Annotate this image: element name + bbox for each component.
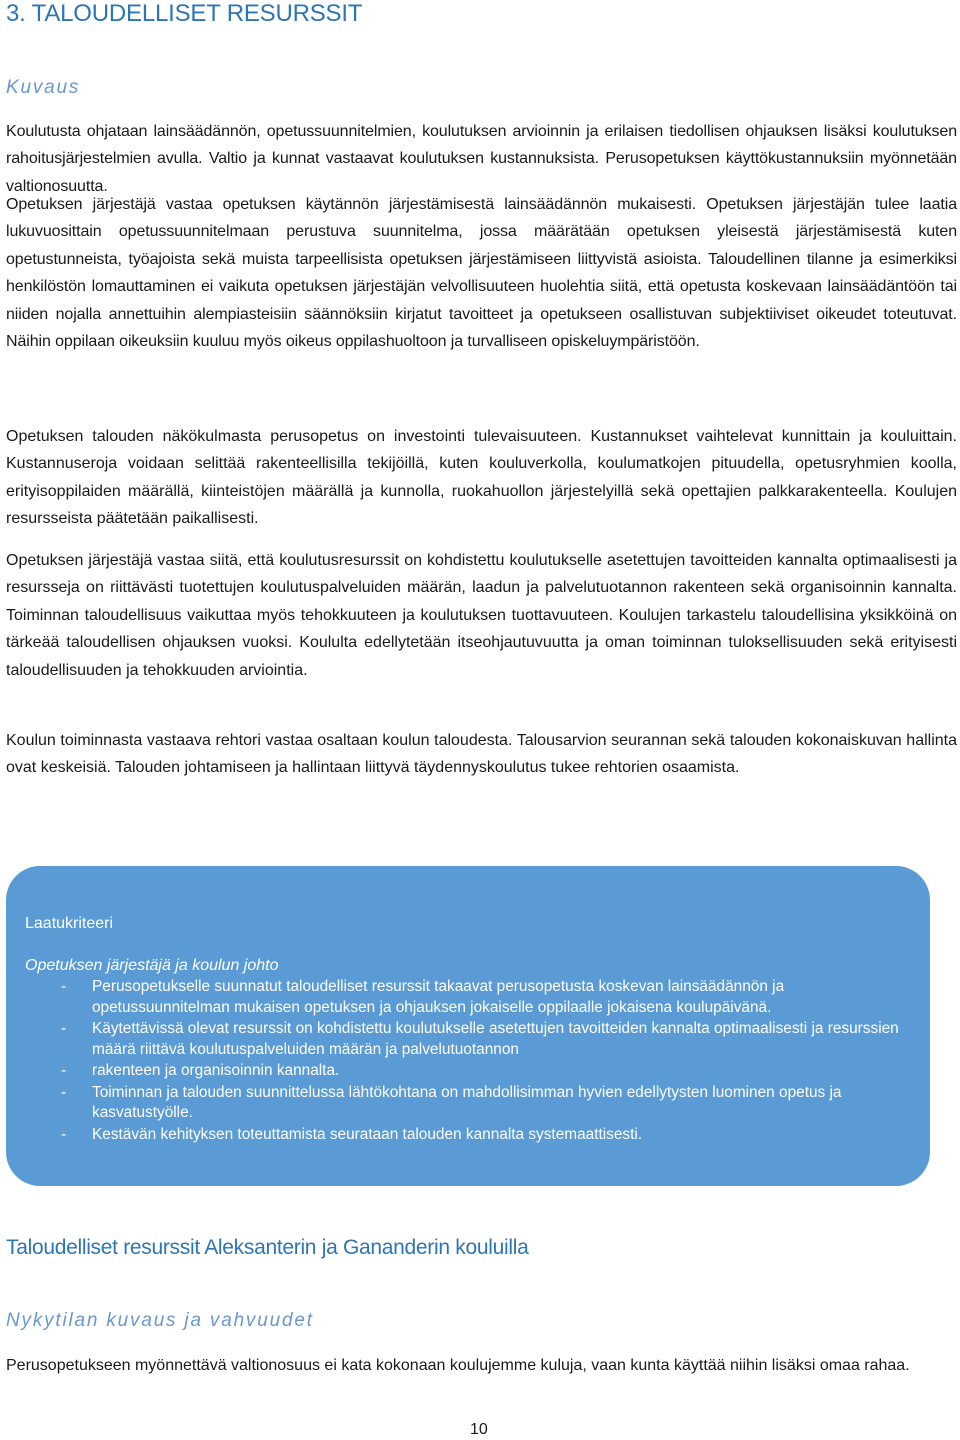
paragraph-2: Opetuksen järjestäjä vastaa opetuksen käytännön järjestämisestä lainsäädännön mukaisesti. Opetuksen järjestäjän tulee laatia lukuvuosittain opetussuunnitelmaan perustuva suunnitelma, jossa määrätään opetuksen yleisestä järjestämisestä kuten opetustunneista, työajoista sekä muista tarpeellisista opetuksen järjestämiseen liittyvistä asioista. Taloudellinen tilanne ja esimerkiksi henkilöstön lomauttaminen ei vaikuta opetuksen järjestäjän velvollisuuteen huolehtia siitä, että opetusta koskevaan lainsäädäntöön tai niiden nojalla annettuihin alempiasteisiin säännöksiin kirjatut tavoitteet ja opetukseen osallistuvan subjektiiviset oikeudet toteutuvat. Näihin oppilaan oikeuksiin kuuluu myös oikeus oppilashuoltoon ja turvalliseen opiskeluympäristöön. xyxy=(6,196,957,351)
section-heading-current: Nykytilan kuvaus ja vahvuudet xyxy=(6,1310,314,1331)
paragraph-1: Koulutusta ohjataan lainsäädännön, opetussuunnitelmien, koulutuksen arvioinnin ja erilaisen tiedollisen ohjauksen lisäksi koulutuksen rahoitusjärjestelmien avulla. Valtio ja kunnat vastaavat koulutuksen kustannuksista. Perusopetuksen käyttökustannuksiin myönnetään valtionosuutta. xyxy=(6,123,957,195)
page-heading: 3. TALOUDELLISET RESURSSIT xyxy=(6,0,363,27)
paragraph-4: Opetuksen järjestäjä vastaa siitä, että koulutusresurssit on kohdistettu koulutukselle asetettujen tavoitteiden kannalta optimaalisesti ja resursseja on riittävästi tuotettujen koulutuspalveluiden määrän, laadun ja palvelutuotannon rakenteen sekä organisoinnin kannalta. Toiminnan taloudellisuus vaikuttaa myös tehokkuuteen ja koulutuksen tuottavuuteen. Koulujen tarkastelu taloudellisina yksikköinä on tärkeää taloudellisen ohjauksen vuoksi. Koululta edellytetään itseohjautuvuutta ja oman toiminnan tuloksellisuuden sekä erityisesti taloudellisuuden ja tehokkuuden arviointia. xyxy=(6,552,957,679)
paragraph-3: Opetuksen talouden näkökulmasta perusopetus on investointi tulevaisuuteen. Kustannukset vaihtelevat kunnittain ja kouluittain. Kustannuseroja voidaan selittää rakenteellisilla tekijöillä, kuten kouluverkolla, koulumatkojen pituudella, opetusryhmien koolla, erityisoppilaiden määrällä, kiinteistöjen määrällä ja kunnolla, ruokahuollon järjestelyillä sekä opettajien palkkarakenteella. Koulujen resursseista päätetään paikallisesti. xyxy=(6,428,957,528)
list-item: - Perusopetukselle suunnatut taloudelliset resurssit takaavat perusopetusta koskevan lainsäädännön ja opetussuunnitelman mukaisen opetuksen ja ohjauksen jokaiselle oppilaalle jokaisena koulupäivänä. xyxy=(61,978,785,1016)
section-heading-2: Taloudelliset resurssit Aleksanterin ja Gananderin kouluilla xyxy=(6,1236,529,1259)
list-item: - Toiminnan ja talouden suunnittelussa lähtökohtana on mahdollisimman hyvien edellytysten luominen opetus ja kasvatustyölle. xyxy=(61,1083,842,1121)
quality-criteria-list xyxy=(25,977,905,1146)
list-item: - rakenteen ja organisoinnin kannalta. xyxy=(61,1062,340,1079)
quality-criteria-box xyxy=(6,866,930,1186)
section-heading-description: Kuvaus xyxy=(6,77,81,98)
list-item: - Kestävän kehityksen toteuttamista seurataan talouden kannalta systemaattisesti. xyxy=(61,1125,643,1143)
quality-criteria-title: Laatukriteeri xyxy=(25,915,114,932)
quality-criteria-subtitle: Opetuksen järjestäjä ja koulun johto xyxy=(25,957,279,974)
page-number: 10 xyxy=(470,1421,488,1438)
paragraph-current: Perusopetukseen myönnettävä valtionosuus ei kata kokonaan koulujemme kuluja, vaan kunta käyttää niihin lisäksi omaa rahaa. xyxy=(6,1357,910,1374)
paragraph-5: Koulun toiminnasta vastaava rehtori vastaa osaltaan koulun taloudesta. Talousarvion seurannan sekä talouden kokonaiskuvan hallinta ovat keskeisiä. Talouden johtamiseen ja hallintaan liittyvä täydennyskoulutus tukee rehtorien osaamista. xyxy=(6,732,957,777)
list-item: - Käytettävissä olevat resurssit on kohdistettu koulutukselle asetettujen tavoitteiden kannalta optimaalisesti ja resurssien määrä riittävä koulutuspalveluiden määrän ja palvelutuotannon xyxy=(61,1020,899,1058)
